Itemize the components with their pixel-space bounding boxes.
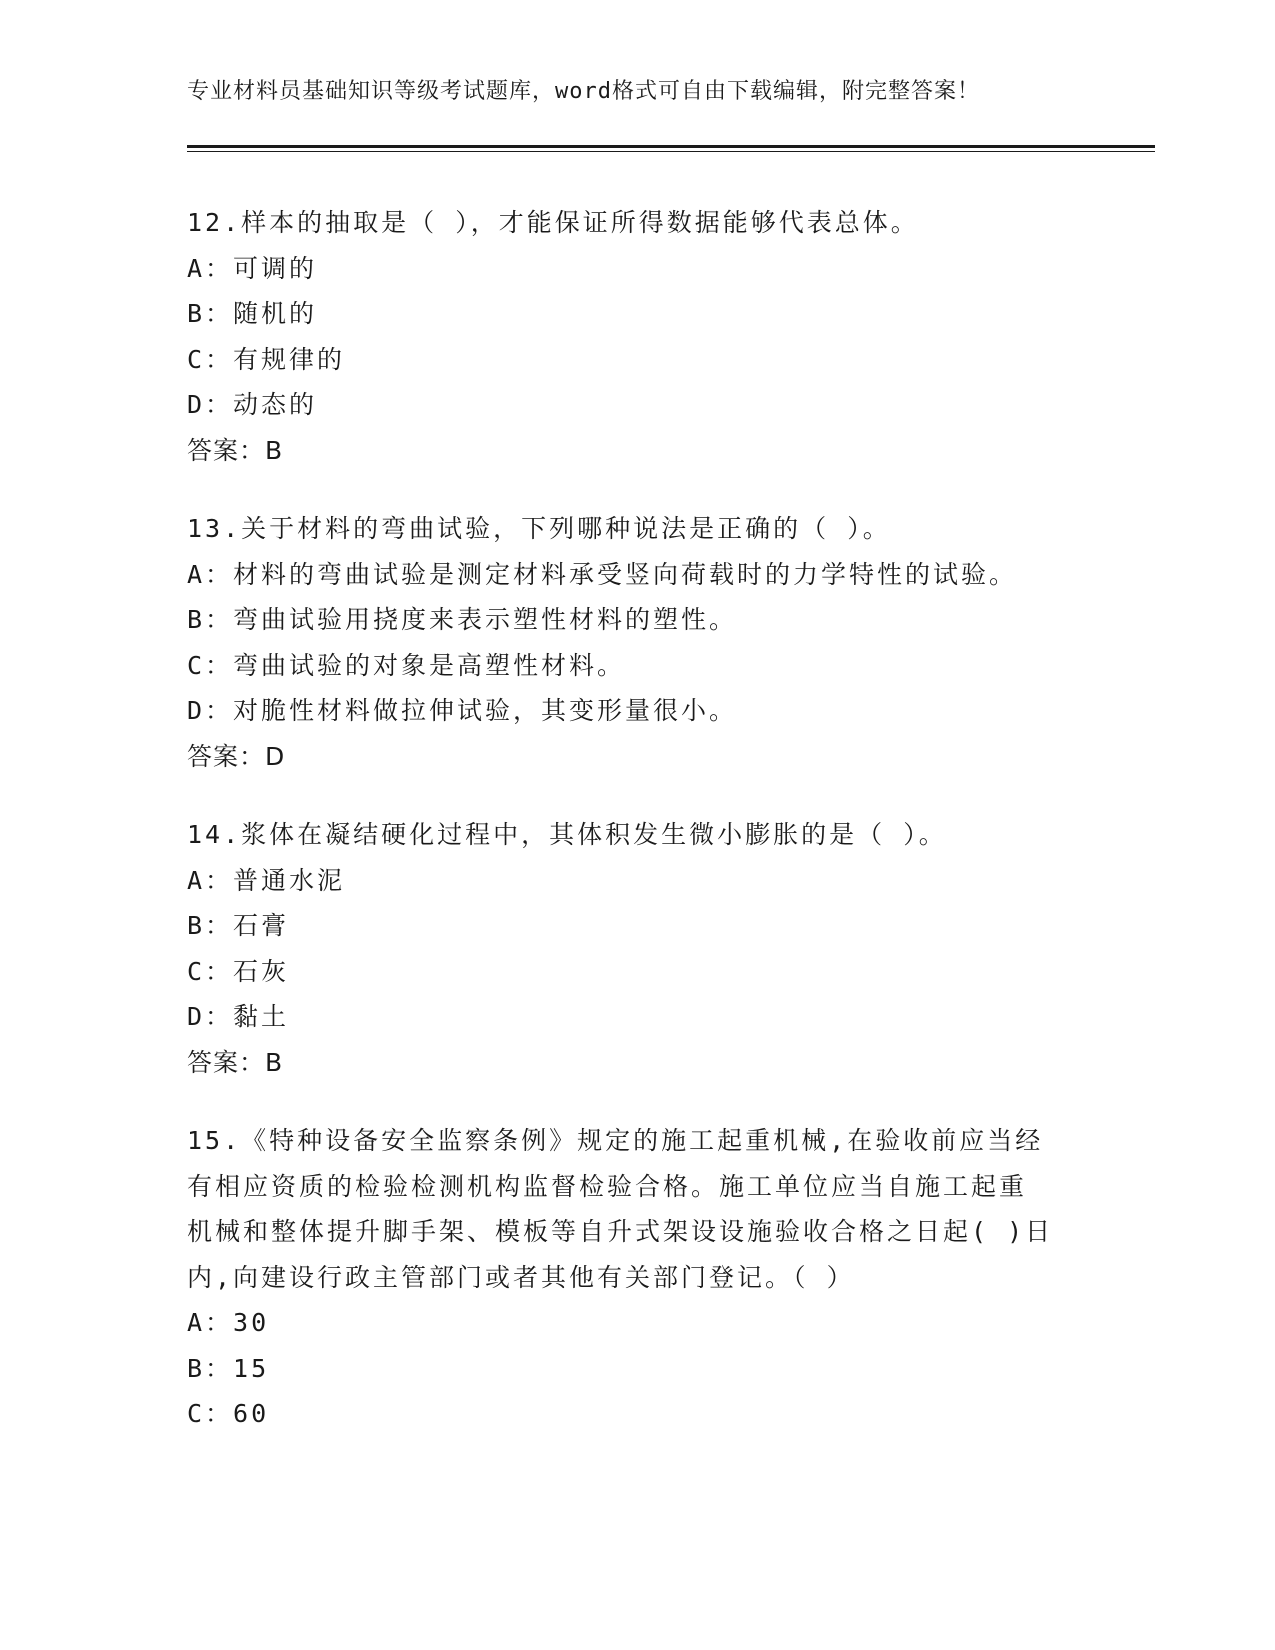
question-stem: 12.样本的抽取是（ ），才能保证所得数据能够代表总体。 — [187, 208, 919, 237]
option-d: D：黏土 — [187, 1002, 290, 1031]
option-c: C：有规律的 — [187, 344, 346, 374]
question-list — [187, 200, 1087, 1470]
answer-line: 答案：B — [187, 435, 284, 465]
option-d: D：对脆性材料做拉伸试验，其变形量很小。 — [187, 696, 738, 725]
answer-line: 答案：D — [187, 741, 286, 771]
option-a: A：可调的 — [187, 253, 318, 283]
question-14 — [187, 812, 1087, 1085]
option-c: C：60 — [187, 1399, 270, 1428]
option-b: B：15 — [187, 1353, 270, 1383]
header-rule-thin — [187, 151, 1155, 152]
question-13 — [187, 506, 1087, 779]
option-d: D：动态的 — [187, 390, 318, 419]
option-b: B：随机的 — [187, 299, 318, 328]
question-stem: 13.关于材料的弯曲试验，下列哪种说法是正确的（ ）。 — [187, 514, 891, 543]
option-c: C：石灰 — [187, 956, 290, 986]
answer-line: 答案：B — [187, 1047, 284, 1077]
question-stem-line: 有相应资质的检验检测机构监督检验合格。施工单位应当自施工起重 — [187, 1171, 1028, 1201]
option-a: A：材料的弯曲试验是测定材料承受竖向荷载时的力学特性的试验。 — [187, 559, 1018, 589]
question-stem: 14.浆体在凝结硬化过程中，其体积发生微小膨胀的是（ ）。 — [187, 820, 947, 849]
option-a: A：30 — [187, 1308, 270, 1337]
option-b: B：石膏 — [187, 911, 290, 940]
header-rule-thick — [187, 145, 1155, 148]
option-c: C：弯曲试验的对象是高塑性材料。 — [187, 650, 626, 680]
page-header: 专业材料员基础知识等级考试题库，word格式可自由下载编辑，附完整答案！ — [187, 79, 980, 104]
question-12 — [187, 200, 1087, 473]
question-stem-line: 机械和整体提升脚手架、模板等自升式架设设施验收合格之日起( )日 — [187, 1217, 1054, 1246]
question-stem-line: 内,向建设行政主管部门或者其他有关部门登记。（ ） — [187, 1262, 855, 1292]
option-b: B：弯曲试验用挠度来表示塑性材料的塑性。 — [187, 605, 738, 634]
option-a: A：普通水泥 — [187, 865, 346, 895]
question-15 — [187, 1118, 1087, 1437]
question-stem-line: 15.《特种设备安全监察条例》规定的施工起重机械,在验收前应当经 — [187, 1126, 1044, 1155]
